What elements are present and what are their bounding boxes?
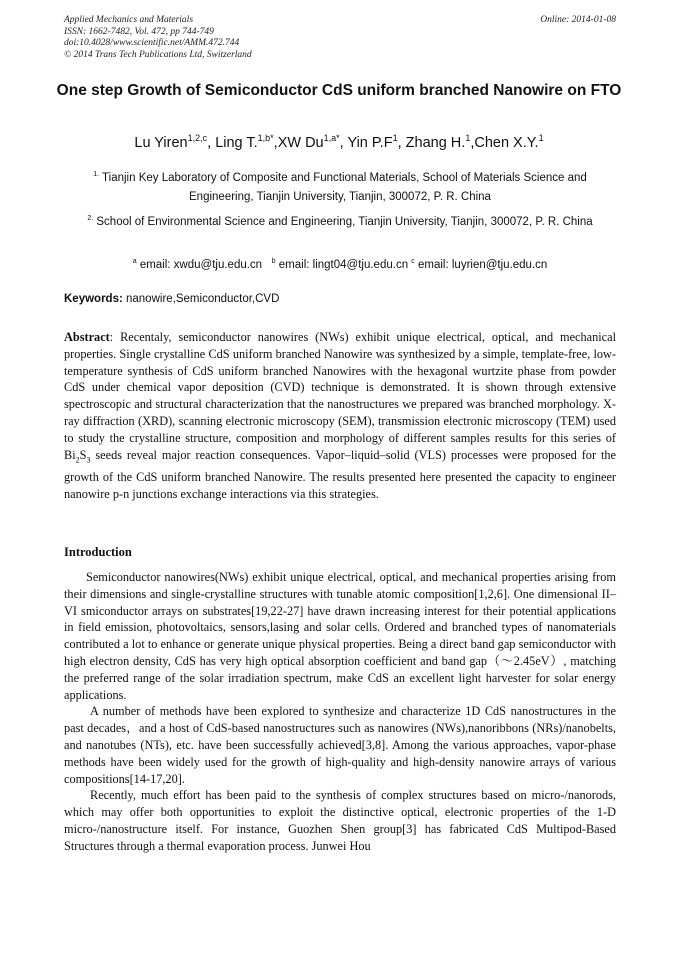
affiliation-1 xyxy=(64,165,616,207)
affiliation-2 xyxy=(64,209,616,232)
author-list xyxy=(40,129,638,152)
intro-paragraph: Recently, much effort has been paid to the synthesis of complex structures based on micro-/nanorods, which may offer both opportunities to exploit the distinctive optical, electronic properties of the 1-D micro-/nanostructure itself. For instance, Guozhen Shen group[3] has fabricated CdS Multipod-Based Structures through a thermal evaporation process. Junwei Hou xyxy=(64,788,616,853)
author-affiliation-mark: 1 xyxy=(538,133,544,143)
author-separator: , xyxy=(397,134,406,151)
email-b[interactable]: email: lingt04@tju.edu.cn xyxy=(278,258,409,271)
author-separator: , xyxy=(470,134,475,151)
introduction-body xyxy=(64,569,616,855)
author-emails xyxy=(64,252,616,275)
author-affiliation-mark: 1,a* xyxy=(323,133,340,143)
journal-header xyxy=(64,15,616,61)
subscript: 2 xyxy=(75,455,80,465)
keywords-line xyxy=(64,291,616,307)
author-affiliation-mark: 1 xyxy=(465,133,471,143)
email-mark: a xyxy=(132,258,137,265)
abstract-text-part: : Recentaly, semiconductor nanowires (NWs) exhibit unique electrical, optical, and mechanical properties. Single crystalline CdS uniform branched Nanowire was synthesized by a simple, template-free, low-temperature synthesis of CdS uniform branched Nanowires with the hexagonal wurtzite phase from powder CdS under chemical vapor deposition (CVD) technique is demonstrated. It is shown through extensive spectroscopic and structural characterization that the nanostructures we prepared was branched morphology. X-ray diffraction (XRD), scanning electronic microscopy (SEM), transmission electronic microscopy (TEM) used to study the crystalline structure, composition and morphology of different samples results for this series of Bi xyxy=(64,330,616,462)
intro-paragraph: A number of methods have been explored to synthesize and characterize 1D CdS nanostructures in the past decades，and a host of CdS-based nanostructures such as nanowires (NWs),nanoribbons (NRs)/nanobelts, and nanotubes (NTs), etc. have been successfully achieved[3,8]. Among the various approaches, vapor-phase methods have been widely used for the growth of high-quality and high-density nanowire arrays of various compositions[14-17,20]. xyxy=(64,704,616,786)
author-separator: , xyxy=(207,134,216,151)
keywords-label: Keywords: xyxy=(64,293,123,305)
email-a[interactable]: email: xwdu@tju.edu.cn xyxy=(139,258,263,271)
issn-line: ISSN: 1662-7482, Vol. 472, pp 744-749 xyxy=(64,26,214,37)
intro-paragraph: Semiconductor nanowires(NWs) exhibit unique electrical, optical, and mechanical properties arising from their dimensions and single-crystalline structures with tunable atomic composition[1,2,6]. One dimensional II–VI smiconductor arrays on substrates[19,22-27] have drawn increasing interest for their potential applications in field emission, photovoltaics, sensors,lasing and solar cells. Ordered and branched types of nanomaterials contributed a lot to enhance or generate unique physical properties. Being a direct band gap semiconductor with high electron density, CdS has very high optical absorption coefficient and band gap（～2.45eV）, matching the preferred range of the solar irradiation spectrum, make CdS an excellent light harvester for solar energy applications. xyxy=(64,570,616,702)
affiliation-mark: 1. xyxy=(93,171,100,178)
author-name: Chen X.Y. xyxy=(474,134,539,151)
email-c[interactable]: email: luyrien@tju.edu.cn xyxy=(418,258,548,271)
keywords-text: nanowire,Semiconductor,CVD xyxy=(126,293,280,305)
author-name: Yin P.F xyxy=(347,134,393,151)
author-name: XW Du xyxy=(277,134,324,151)
paper-title: One step Growth of Semiconductor CdS uniform branched Nanowire on FTO xyxy=(56,82,622,99)
author-affiliation-mark: 1,b* xyxy=(257,133,274,143)
abstract-text-part: seeds reveal major reaction consequences. Vapor–liquid–solid (VLS) processes were proposed for the growth of the CdS uniform branched Nanowire. The results presented here presented the capacity to engineer nanowire p-n junctions exchange interactions via this strategies. xyxy=(64,447,616,501)
subscript: 3 xyxy=(86,455,91,465)
copyright-line: © 2014 Trans Tech Publications Ltd, Switzerland xyxy=(64,49,252,60)
abstract-label: Abstract xyxy=(64,330,110,344)
author-separator: , xyxy=(339,134,348,151)
author-name: Zhang H. xyxy=(405,134,466,151)
author-separator: , xyxy=(273,134,278,151)
author-affiliation-mark: 1 xyxy=(392,133,398,143)
journal-name: Applied Mechanics and Materials xyxy=(64,15,194,25)
abstract-text-part: S xyxy=(79,447,87,462)
doi-line: doi:10.4028/www.scientific.net/AMM.472.744 xyxy=(64,38,240,48)
affiliation-text: Tianjin Key Laboratory of Composite and Functional Materials, School of Materials Science and Engineering, Tianjin University, Tianjin, 300072, P. R. China xyxy=(102,171,587,203)
email-mark: b xyxy=(271,258,276,265)
email-mark: c xyxy=(411,258,415,265)
author-affiliation-mark: 1,2,c xyxy=(187,133,208,143)
author-name: Lu Yiren xyxy=(134,134,188,151)
affiliation-mark: 2. xyxy=(87,215,94,222)
online-date: Online: 2014-01-08 xyxy=(540,15,616,25)
section-heading-introduction: Introduction xyxy=(64,545,132,559)
abstract-paragraph xyxy=(64,329,616,502)
author-name: Ling T. xyxy=(215,134,258,151)
affiliation-text: School of Environmental Science and Engineering, Tianjin University, Tianjin, 300072, P. R. China xyxy=(96,215,593,228)
